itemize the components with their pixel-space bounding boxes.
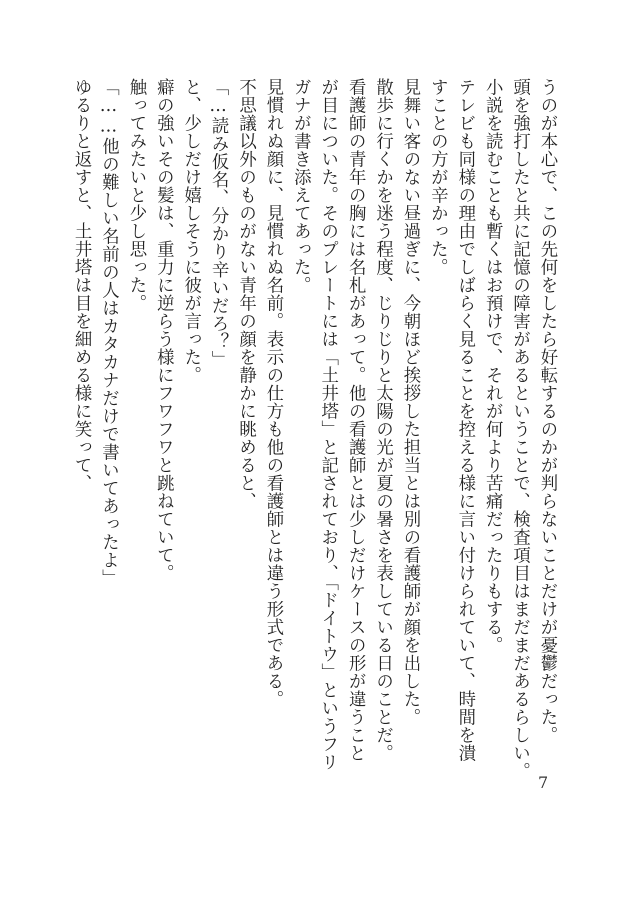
text-line: ゆるりと返すと、土井塔は目を細める様に笑って、 [71, 78, 92, 492]
text-line: 「…読み仮名、分かり辛いだろ？」 [208, 78, 229, 369]
page-number: 7 [538, 773, 549, 792]
text-line: 触ってみたいと少し思った。 [125, 78, 146, 312]
text-line: 不思議以外のものがない青年の顔を静かに眺めると、 [235, 78, 256, 510]
text-line: が目についた。そのプレートには「土井塔」と記されており、「ドイトウ」というフリ [317, 78, 338, 772]
body-text [67, 78, 560, 778]
text-line: 看護師の青年の胸には名札があって。他の看護師とは少しだけケースの形が違うこと [345, 78, 366, 762]
text-line: 頭を強打したと共に記憶の障害があるということで、検査項目はまだまだあるらしい。 [509, 78, 530, 780]
text-line: ガナが書き添えてあった。 [290, 78, 311, 294]
text-line: テレビも同様の理由でしばらく見ることを控える様に言い付けられていて、時間を潰 [454, 78, 475, 762]
text-line: 見慣れぬ顔に、見慣れぬ名前。表示の仕方も他の看護師とは違う形式である。 [262, 78, 283, 708]
text-line: 小説を読むことも暫くはお預けで、それが何より苦痛だったりもする。 [482, 78, 503, 654]
text-line: 「……他の難しい名前の人はカタカナだけで書いてあったよ」 [98, 78, 119, 588]
text-line: うのが本心で、この先何をしたら好転するのかが判らないことだけが憂鬱だった。 [537, 78, 557, 744]
text-line: すことの方が辛かった。 [427, 78, 448, 276]
text-line: 散歩に行くかを迷う程度、じりじりと太陽の光が夏の暑さを表している日のことだ。 [372, 78, 393, 762]
text-line: 見舞い客のない昼過ぎに、今朝ほど挨拶した担当とは別の看護師が顔を出した。 [399, 78, 420, 726]
text-line: と、少しだけ嬉しそうに彼が言った。 [180, 78, 201, 384]
text-line: 癖の強いその髪は、重力に逆らう様にフワフワと跳ねていて。 [153, 78, 174, 582]
